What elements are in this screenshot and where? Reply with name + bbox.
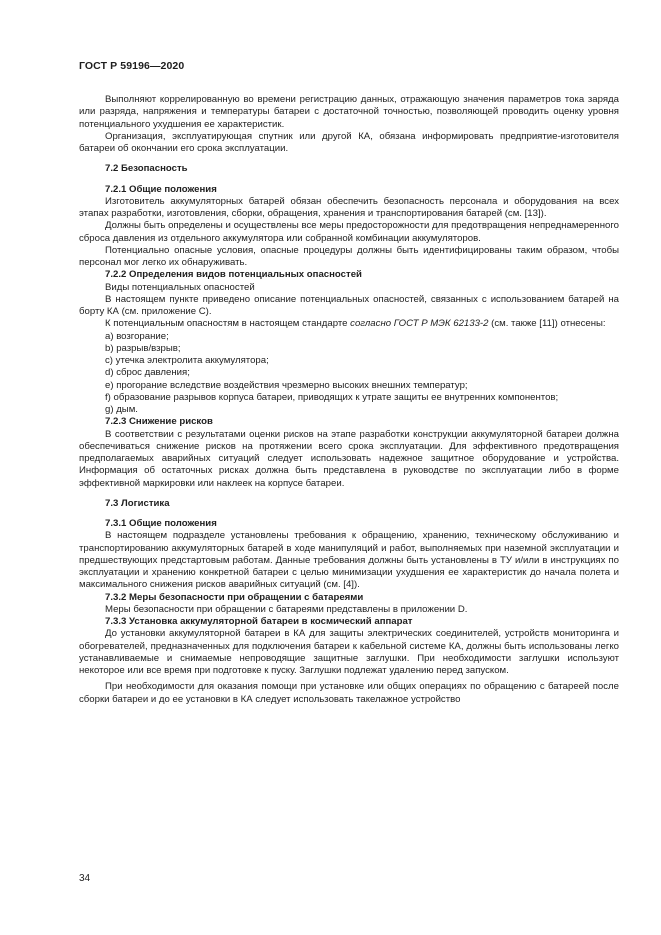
paragraph-text: (см. также [11]) отнесены: [488,318,606,330]
list-item: b) разрыв/взрыв; [105,342,181,354]
section-7-2-1-heading: 7.2.1 Общие положения [105,183,217,195]
list-item: d) сброс давления; [105,367,190,379]
document-body [79,94,619,706]
section-7-3-heading: 7.3 Логистика [105,497,170,509]
section-7-2-3-heading: 7.2.3 Снижение рисков [105,416,213,428]
document-id-header: ГОСТ Р 59196—2020 [79,60,185,72]
paragraph: Меры безопасности при обращении с батареями представлены в приложении D. [105,603,468,615]
section-7-3-2-heading: 7.3.2 Меры безопасности при обращении с батареями [105,591,364,603]
list-item: f) образование разрывов корпуса батареи, приводящих к утрате защиты ее внутренних компонентов; [105,391,559,403]
paragraph: Изготовитель аккумуляторных батарей обязан обеспечить безопасность персонала и оборудования на всех этапах разработки, изготовления, сборки, обращения, хранения и транспортирования батарей (см. [13]). [79,195,619,219]
intro-paragraph: Организация, эксплуатирующая спутник или другой КА, обязана информировать предприятие-изготовителя батареи об окончании его срока эксплуатации. [79,130,619,154]
paragraph-text: К потенциальным опасностям в настоящем стандарте [105,318,351,330]
section-7-3-1-heading: 7.3.1 Общие положения [105,518,217,529]
list-item: e) прогорание вследствие воздействия чрезмерно высоких внешних температур; [105,379,468,391]
section-7-3-3-heading: 7.3.3 Установка аккумуляторной батареи в космический аппарат [105,616,413,627]
list-item: g) дым. [105,404,138,415]
page-number: 34 [79,873,91,884]
paragraph: В настоящем пункте приведено описание потенциальных опасностей, связанных с использованием батарей на борту КА (см. приложение С). [79,293,619,317]
intro-paragraph: Выполняют коррелированную во времени регистрацию данных, отражающую значения параметров тока заряда или разряда, напряжения и температуры батареи с достаточной точностью, позволяющей проводить оценку уровня потенциального ухудшения ее характеристик. [79,94,619,130]
paragraph: В настоящем подразделе установлены требования к обращению, хранению, техническому обслуживанию и транспортированию аккумуляторных батарей в ходе манипуляций и работ, выполняемых при наземной эксплуатации и предшествующих предстартовым работам. Данные требования должны быть установлены в ТУ и/или в инструкциях по эксплуатации и хранению конкретной батареи с целью минимизации ухудшения ее характеристик до начала полета и максимального снижения рисков аварийных ситуаций (см. [4]). [79,530,619,591]
paragraph: Должны быть определены и осуществлены все меры предосторожности для предотвращения непреднамеренного сброса давления из отдельного аккумулятора или собранной комбинации аккумуляторов. [79,220,619,244]
section-7-2-heading: 7.2 Безопасность [105,163,188,175]
paragraph: При необходимости для оказания помощи при установке или общих операциях по обращению с батареей после сборки батареи и до ее установки в КА следует использовать такелажное устройство [79,681,619,705]
paragraph: В соответствии с результатами оценки рисков на этапе разработки конструкции аккумуляторной батареи должна обеспечиваться снижение рисков на протяжении всего срока эксплуатации. Для эффективного предотвращения предполагаемых аварийных ситуаций следует использовать надежное защитное оборудование и устройства. Информация об остаточных рисках должна быть представлена в руководстве по эксплуатации либо в форме эффективной маркировки или наклеек на корпусе батареи. [79,428,619,489]
list-item: c) утечка электролита аккумулятора; [105,355,269,366]
standard-reference: согласно ГОСТ Р МЭК 62133-2 [350,318,489,330]
list-item: a) возгорание; [105,330,169,342]
paragraph: До установки аккумуляторной батареи в КА для защиты электрических соединителей, устройств мониторинга и обогревателей, предназначенных для подключения батареи к кабельной системе КА, должны быть использованы легко устанавливаемые и снимаемые непроводящие защитные заглушки. При необходимости заглушки используют некоторое или все время при подготовке к пуску. Заглушки подлежат удалению перед запуском. [79,628,619,676]
paragraph: Виды потенциальных опасностей [105,281,255,293]
paragraph [79,318,619,330]
paragraph: Потенциально опасные условия, опасные процедуры должны быть идентифицированы таким образом, чтобы персонал мог легко их обнаруживать. [79,244,619,268]
section-7-2-2-heading: 7.2.2 Определения видов потенциальных опасностей [105,269,362,281]
